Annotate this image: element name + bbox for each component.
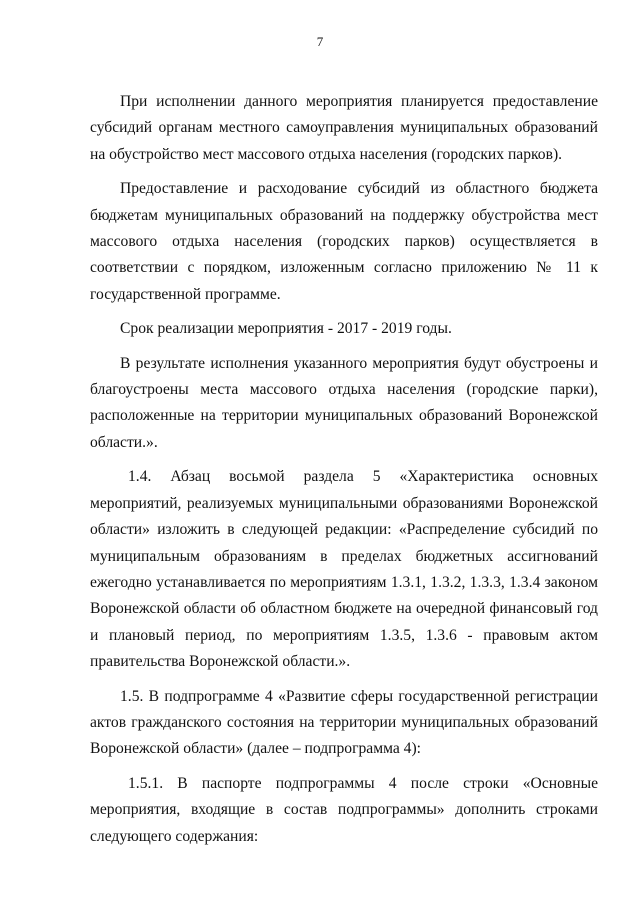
paragraph-subsidy-procedure: Предоставление и расходование субсидий из областного бюджета бюджетам муниципальных образований на поддержку обустройства мест массового отдыха населения (городских парков) осуществляется в соответствии с порядком, изложенным согласно приложению № 11 к государственной программе. xyxy=(90,180,598,303)
document-body xyxy=(90,89,598,858)
paragraph-subsidy-provision: При исполнении данного мероприятия планируется предоставление субсидий органам местного самоуправления муниципальных образований на обустройство мест массового отдыха населения (городских парков). xyxy=(90,93,598,163)
paragraph-implementation-period: Срок реализации мероприятия - 2017 - 2019 годы. xyxy=(120,320,452,338)
paragraph-1-4: 1.4. Абзац восьмой раздела 5 «Характеристика основных мероприятий, реализуемых муниципальными образованиями Воронежской области» изложить в следующей редакции: «Распределение субсидий по муниципальным образованиям в пределах бюджетных ассигнований ежегодно устанавливается по мероприятиям 1.3.1, 1.3.2, 1.3.3, 1.3.4 законом Воронежской области об областном бюджете на очередной финансовый год и плановый период, по мероприятиям 1.3.5, 1.3.6 - правовым актом правительства Воронежской области.». xyxy=(90,468,598,671)
page-number: 7 xyxy=(316,34,324,49)
paragraph-1-5-1: 1.5.1. В паспорте подпрограммы 4 после строки «Основные мероприятия, входящие в состав подпрограммы» дополнить строками следующего содержания: xyxy=(90,774,598,845)
paragraph-expected-result: В результате исполнения указанного мероприятия будут обустроены и благоустроены места массового отдыха населения (городские парки), расположенные на территории муниципальных образований Воронежской области.». xyxy=(90,354,598,451)
paragraph-1-5: 1.5. В подпрограмме 4 «Развитие сферы государственной регистрации актов гражданского состояния на территории муниципальных образований Воронежской области» (далее – подпрограмма 4): xyxy=(90,687,598,758)
